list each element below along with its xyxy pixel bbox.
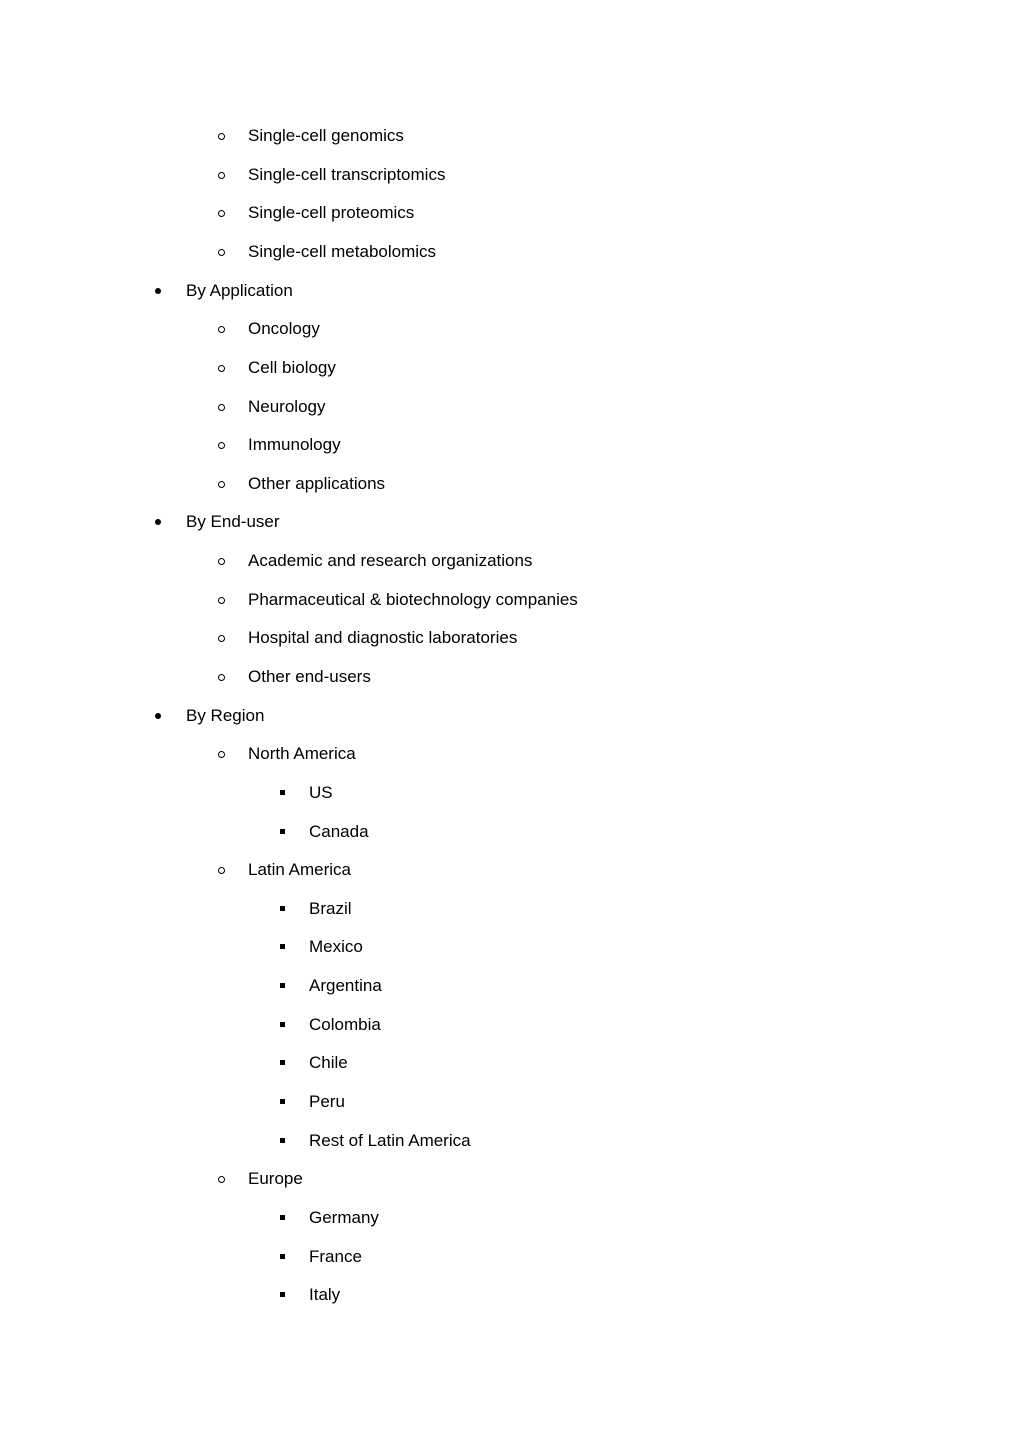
filled-circle-bullet-icon <box>151 704 171 728</box>
filled-circle-bullet-icon <box>151 279 171 303</box>
list-item-text: Oncology <box>248 319 320 338</box>
list-item-text: By End-user <box>186 512 280 531</box>
square-bullet-icon <box>276 1051 296 1075</box>
list-item-text: Italy <box>309 1285 341 1304</box>
hollow-circle-bullet-icon <box>214 356 234 380</box>
list-item-text: Immunology <box>248 435 341 454</box>
hollow-circle-bullet-icon <box>214 395 234 419</box>
list-item-text: Europe <box>248 1169 303 1188</box>
list-item-text: Single-cell proteomics <box>248 203 415 222</box>
list-item-text: By Region <box>186 706 265 725</box>
hollow-circle-bullet-icon <box>214 163 234 187</box>
filled-circle-bullet-icon <box>151 510 171 534</box>
list-item-text: Single-cell metabolomics <box>248 242 437 261</box>
list-item-text: Cell biology <box>248 358 336 377</box>
square-bullet-icon <box>276 1090 296 1114</box>
list-item-text: Canada <box>309 822 369 841</box>
list-item-text: Single-cell genomics <box>248 126 404 145</box>
list-item-text: Single-cell transcriptomics <box>248 165 446 184</box>
list-item-text: Chile <box>309 1053 348 1072</box>
square-bullet-icon <box>276 1245 296 1269</box>
list-item-text: Germany <box>309 1208 379 1227</box>
square-bullet-icon <box>276 897 296 921</box>
hollow-circle-bullet-icon <box>214 626 234 650</box>
list-item-text: Argentina <box>309 976 382 995</box>
square-bullet-icon <box>276 820 296 844</box>
square-bullet-icon <box>276 781 296 805</box>
list-item-text: Rest of Latin America <box>309 1131 471 1150</box>
hollow-circle-bullet-icon <box>214 858 234 882</box>
square-bullet-icon <box>276 1283 296 1307</box>
hollow-circle-bullet-icon <box>214 317 234 341</box>
list-item-text: Other end-users <box>248 667 371 686</box>
list-item-text: US <box>309 783 333 802</box>
hollow-circle-bullet-icon <box>214 124 234 148</box>
list-item-text: Neurology <box>248 397 326 416</box>
list-item-text: Latin America <box>248 860 351 879</box>
hollow-circle-bullet-icon <box>214 665 234 689</box>
list-item-text: Academic and research organizations <box>248 551 533 570</box>
list-item-text: North America <box>248 744 356 763</box>
list-item-text: Colombia <box>309 1015 381 1034</box>
list-item-text: Other applications <box>248 474 386 493</box>
list-item-text: Brazil <box>309 899 352 918</box>
hollow-circle-bullet-icon <box>214 433 234 457</box>
list-item-text: France <box>309 1247 362 1266</box>
square-bullet-icon <box>276 935 296 959</box>
hollow-circle-bullet-icon <box>214 472 234 496</box>
square-bullet-icon <box>276 974 296 998</box>
square-bullet-icon <box>276 1206 296 1230</box>
hollow-circle-bullet-icon <box>214 742 234 766</box>
hollow-circle-bullet-icon <box>214 1167 234 1191</box>
list-item-text: Hospital and diagnostic laboratories <box>248 628 518 647</box>
list-item-text: Peru <box>309 1092 345 1111</box>
list-item-text: Pharmaceutical & biotechnology companies <box>248 590 578 609</box>
hollow-circle-bullet-icon <box>214 240 234 264</box>
hollow-circle-bullet-icon <box>214 201 234 225</box>
list-item-text: By Application <box>186 281 293 300</box>
square-bullet-icon <box>276 1129 296 1153</box>
hollow-circle-bullet-icon <box>214 588 234 612</box>
square-bullet-icon <box>276 1013 296 1037</box>
hollow-circle-bullet-icon <box>214 549 234 573</box>
list-item-text: Mexico <box>309 937 363 956</box>
